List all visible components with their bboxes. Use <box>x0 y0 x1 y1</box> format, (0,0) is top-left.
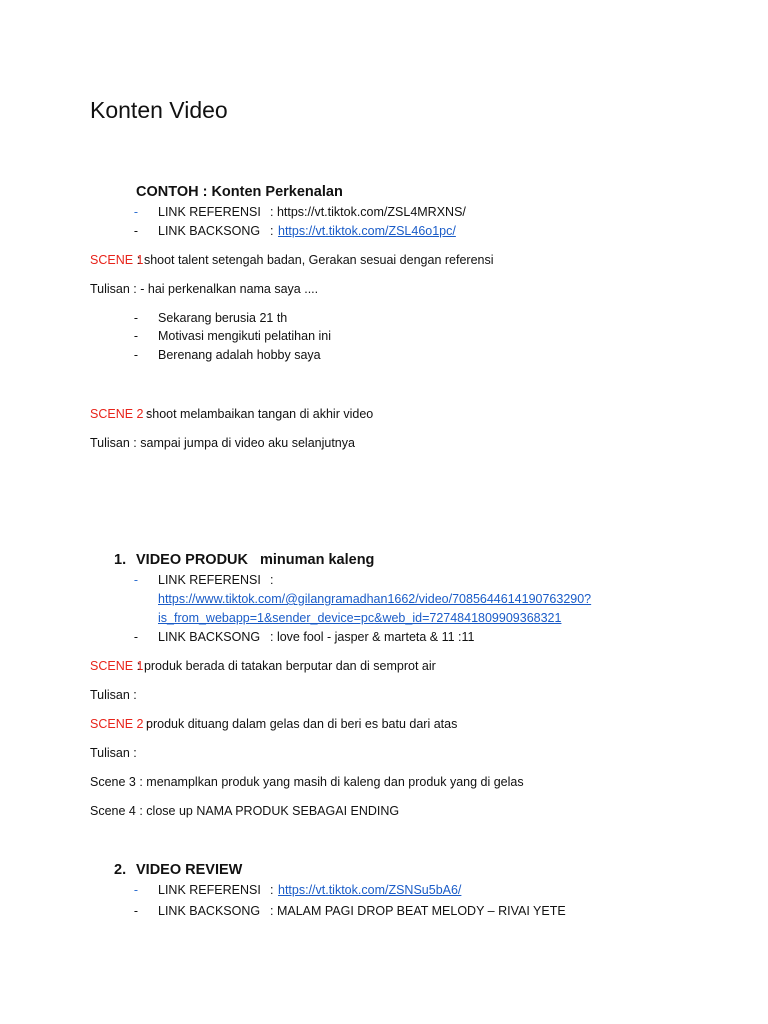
section1-number: 1. <box>114 552 127 568</box>
example-ref-value: : https://vt.tiktok.com/ZSL4MRXNS/ <box>270 205 466 219</box>
section1-backsong-value: : love fool - jasper & marteta & 11 :11 <box>270 630 475 644</box>
example-heading: CONTOH : Konten Perkenalan <box>136 184 343 200</box>
section2-ref-label: LINK REFERENSI <box>158 883 261 897</box>
bullet-dash: - <box>133 224 139 238</box>
section2-heading: VIDEO REVIEW <box>136 862 243 878</box>
section1-scene1-text: : produk berada di tatakan berputar dan di semprot air <box>137 659 436 673</box>
list-item: Berenang adalah hobby saya <box>158 348 321 362</box>
section1-scene3: Scene 3 : menamplkan produk yang masih di kaleng dan produk yang di gelas <box>90 775 524 789</box>
section1-tulisan2: Tulisan : <box>90 746 137 760</box>
bullet-dash: - <box>133 573 139 587</box>
section2-backsong-value: : MALAM PAGI DROP BEAT MELODY – RIVAI YETE <box>270 904 566 918</box>
example-ref-label: LINK REFERENSI <box>158 205 261 219</box>
section1-ref-colon: : <box>270 573 274 587</box>
section2-ref-link[interactable]: https://vt.tiktok.com/ZSNSu5bA6/ <box>278 883 462 897</box>
example-scene1-text: : shoot talent setengah badan, Gerakan sesuai dengan referensi <box>137 253 494 267</box>
bullet-dash: - <box>133 329 139 343</box>
section1-scene2-text: produk dituang dalam gelas dan di beri es batu dari atas <box>146 717 458 731</box>
section2-backsong-label: LINK BACKSONG <box>158 904 261 918</box>
section1-tulisan1: Tulisan : <box>90 688 137 702</box>
section1-scene4: Scene 4 : close up NAMA PRODUK SEBAGAI ENDING <box>90 804 400 818</box>
section2-ref-colon: : <box>270 883 274 897</box>
section2-number: 2. <box>114 862 127 878</box>
bullet-dash: - <box>133 205 139 219</box>
section1-ref-link-line2[interactable]: is_from_webapp=1&sender_device=pc&web_id=7274841809909368321 <box>158 611 562 625</box>
section1-ref-label: LINK REFERENSI <box>158 573 261 587</box>
example-tulisan1: Tulisan : - hai perkenalkan nama saya .... <box>90 282 319 296</box>
example-backsong-colon: : <box>270 224 274 238</box>
section1-heading-rest: minuman kaleng <box>260 552 375 568</box>
list-item: Sekarang berusia 21 th <box>158 311 288 325</box>
section1-scene1-label: SCENE 1 <box>90 659 144 673</box>
example-backsong-link[interactable]: https://vt.tiktok.com/ZSL46o1pc/ <box>278 224 456 238</box>
example-scene2-text: shoot melambaikan tangan di akhir video <box>146 407 374 421</box>
section1-backsong-label: LINK BACKSONG <box>158 630 261 644</box>
example-backsong-label: LINK BACKSONG <box>158 224 261 238</box>
bullet-dash: - <box>133 348 139 362</box>
bullet-dash: - <box>133 904 139 918</box>
bullet-dash: - <box>133 883 139 897</box>
section1-ref-link-line1[interactable]: https://www.tiktok.com/@gilangramadhan1662/video/7085644614190763290? <box>158 592 592 606</box>
section1-scene2-label: SCENE 2 : <box>90 717 151 731</box>
bullet-dash: - <box>133 311 139 325</box>
bullet-dash: - <box>133 630 139 644</box>
example-scene2-label: SCENE 2 : <box>90 407 151 421</box>
section1-heading-bold: VIDEO PRODUK <box>136 552 248 568</box>
list-item: Motivasi mengikuti pelatihan ini <box>158 329 332 343</box>
example-tulisan2: Tulisan : sampai jumpa di video aku selanjutnya <box>90 436 355 450</box>
page-title: Konten Video <box>90 97 228 123</box>
example-scene1-label: SCENE 1 <box>90 253 144 267</box>
